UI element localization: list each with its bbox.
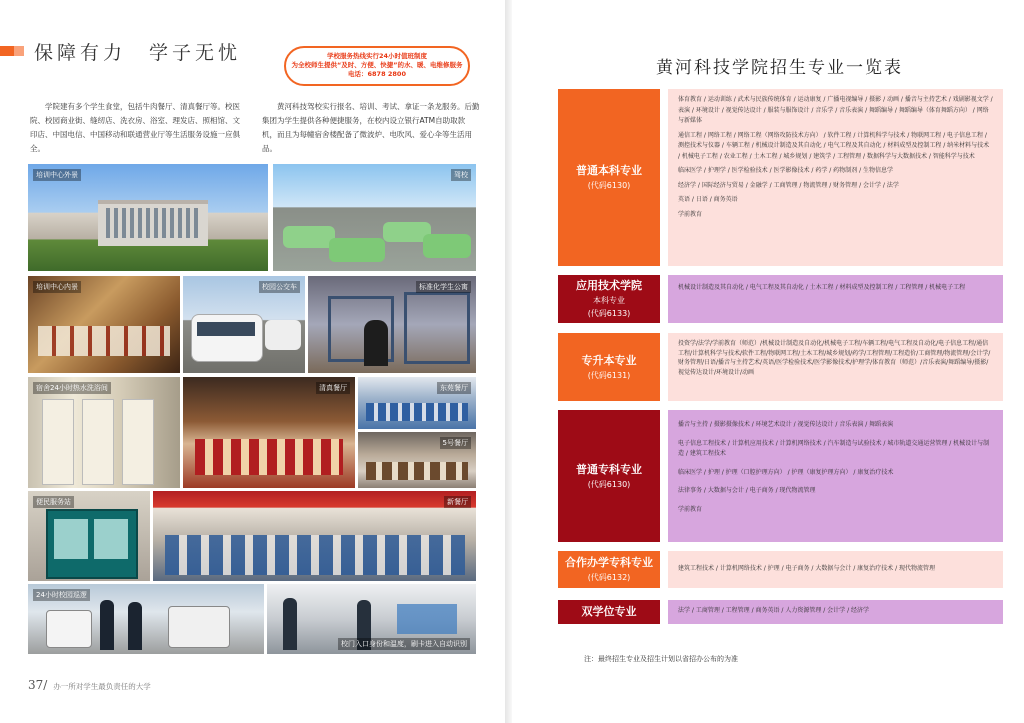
majors-box <box>668 333 1003 401</box>
page-number: 37/ <box>28 678 48 692</box>
category-subtitle: 本科专业 <box>593 296 625 305</box>
majors-row: 建筑工程技术 / 计算机网络技术 / 护理 / 电子商务 / 大数据与会计 / 康复治疗技术 / 现代物流管理 <box>678 565 936 572</box>
header-accent-bar <box>0 46 14 56</box>
majors-row: 学前教育 <box>678 210 703 218</box>
photo-caption: 24小时校园巡逻 <box>33 589 90 601</box>
majors-box <box>668 551 1003 588</box>
hotline-line: 为全校师生提供“及时、方便、快捷”的水、暖、电维修服务 <box>291 61 463 69</box>
footnote: 注：最终招生专业及招生计划以省招办公布的为准 <box>584 655 738 663</box>
cafeteria-5-photo <box>358 432 476 488</box>
hotline-line: 学校服务热线实行24小时值班制度 <box>326 52 428 60</box>
photo-caption: 培训中心外景 <box>33 169 81 181</box>
majors-row: 临床医学 / 护理学 / 医学检验技术 / 医学影像技术 / 药学 / 药物制剂 / 生物信息学 <box>678 167 894 174</box>
laundry-photo <box>28 377 180 488</box>
majors-row: 投资学/法学/学前教育（师范）/机械设计制造及自动化/机械电子工程/车辆工程/电气工程及自动化/电子信息工程/通信工程/计算机科学与技术/软件工程/物联网工程/土木工程/城乡规划/药学/工程管理/工程造价/工商管理/物流管理/会计学/财务管理/日语/播音与主持艺术/英语/医学检验技术/医学影像技术/护理学/体育教育（师范）/音乐表演/舞蹈编导/摄影/视觉传达设计/环境设计/动画 <box>678 340 991 376</box>
category-label <box>558 275 660 323</box>
photo-caption: 清真餐厅 <box>316 382 350 394</box>
shop-photo <box>28 491 150 581</box>
category-title: 合作办学专科专业 <box>565 556 653 569</box>
category-title: 双学位专业 <box>581 605 637 618</box>
majors-row: 机械设计制造及其自动化 / 电气工程及其自动化 / 土木工程 / 材料成型及控制工程 / 工程管理 / 机械电子工程 <box>678 284 966 291</box>
patrol-photo <box>28 584 264 654</box>
majors-row: 临床医学 / 护理 / 护理（口腔护理方向） / 护理（康复护理方向） / 康复治疗技术 <box>678 468 894 476</box>
photo-caption: 便民服务站 <box>33 496 74 508</box>
majors-row: 法律事务 / 大数据与会计 / 电子商务 / 现代物流管理 <box>678 487 816 494</box>
photo-caption: 校门入口身份和温度，刷卡进入自动识别 <box>338 638 470 650</box>
driving-school-photo <box>273 164 476 271</box>
cafeteria-center-photo <box>183 377 355 488</box>
left-page <box>0 0 505 723</box>
hotline-badge <box>284 46 470 86</box>
campus-bus-photo <box>183 276 305 373</box>
majors-row: 英语 / 日语 / 商务英语 <box>678 196 738 203</box>
page-fold <box>505 0 512 723</box>
training-center-photo <box>28 164 268 271</box>
category-code: (代码6133) <box>587 309 631 318</box>
dorm-photo <box>308 276 476 373</box>
majors-row: 电子信息工程技术 / 计算机应用技术 / 计算机网络技术 / 汽车制造与试验技术 / 城市轨道交通运营管理 / 机械设计与制造 / 建筑工程技术 <box>678 439 990 457</box>
header-accent-bar-light <box>14 46 24 56</box>
category-code: (代码6131) <box>587 370 631 380</box>
category-code: (代码6132) <box>587 573 631 582</box>
photo-caption: 东苑餐厅 <box>437 382 471 394</box>
majors-row: 体育教育 / 运动训练 / 武术与民族传统体育 / 运动康复 / 广播电视编导 / 摄影 / 动画 / 播音与主持艺术 / 戏剧影视文学 / 表演 / 环境设计 / 视觉传达设计 / 服装与服饰设计 / 音乐学 / 音乐表演 / 舞蹈编导 / 舞蹈编导（体育舞蹈方向） / 网络与新媒体 <box>678 96 993 124</box>
category-title: 普通专科专业 <box>576 462 642 476</box>
category-code: (代码6130) <box>587 181 631 190</box>
canteen-new-photo <box>153 491 476 581</box>
category-label <box>558 600 660 624</box>
right-page <box>512 0 1024 723</box>
category-title: 专升本专业 <box>581 353 637 367</box>
footer-slogan: 办一所对学生最负责任的大学 <box>53 682 151 691</box>
category-label <box>558 333 660 401</box>
majors-box <box>668 410 1003 542</box>
photo-caption: 标准化学生公寓 <box>416 281 471 293</box>
cafeteria-east-photo <box>358 377 476 429</box>
photo-caption: 校园公交车 <box>259 281 300 293</box>
photo-caption: 新餐厅 <box>444 496 471 508</box>
gate-photo <box>267 584 476 654</box>
category-title: 应用技术学院 <box>576 279 642 292</box>
category-title: 普通本科专业 <box>576 164 642 177</box>
photo-caption: 5号餐厅 <box>440 437 471 449</box>
page-title: 保障有力 学子无忧 <box>34 42 242 64</box>
training-hall-photo <box>28 276 180 373</box>
majors-box <box>668 275 1003 323</box>
majors-row: 法学 / 工商管理 / 工程管理 / 商务英语 / 人力资源管理 / 会计学 / 经济学 <box>678 607 870 614</box>
photo-caption: 驾校 <box>451 169 471 181</box>
category-code: (代码6130) <box>587 479 631 489</box>
intro-paragraph: 学院建有多个学生食堂，包括牛肉餐厅、清真餐厅等。校医院、校园商业街、缝纫店、洗衣房、浴室、理发店、照相馆、文印店、中国电信、中国移动和联通营业厅等生活服务设施一应俱全。 <box>30 102 240 153</box>
majors-box <box>668 89 1003 266</box>
hotline-phone: 电话：6878 2800 <box>348 70 406 78</box>
category-label <box>558 551 660 588</box>
majors-row: 学前教育 <box>678 505 703 513</box>
majors-row: 经济学 / 国际经济与贸易 / 金融学 / 工商管理 / 物流管理 / 财务管理 / 会计学 / 法学 <box>678 181 899 189</box>
majors-title: 黄河科技学院招生专业一览表 <box>656 58 903 78</box>
intro-paragraph: 黄河科技驾校实行报名、培训、考试、拿证一条龙服务。后勤集团为学生提供各种便捷服务，在校内设立银行ATM自助取款机，而且为每幢宿舍楼配备了微波炉、电吹风、爱心伞等生活用品。 <box>262 102 480 153</box>
majors-box <box>668 600 1003 624</box>
category-label <box>558 89 660 266</box>
category-label <box>558 410 660 542</box>
majors-row: 通信工程 / 网络工程 / 网络工程（网络攻防技术方向） / 软件工程 / 计算机科学与技术 / 物联网工程 / 电子信息工程 / 测控技术与仪器 / 车辆工程 / 机械设计制造及其自动化 / 电气工程及其自动化 / 材料成型及控制工程 / 纳米材料与技术 / 机械电子工程 / 农业工程 / 土木工程 / 城乡规划 / 建筑学 / 工程管理 / 数据科学与大数据技术 / 智能科学与技术 <box>678 131 990 160</box>
photo-caption: 宿舍24小时热水洗浴间 <box>33 382 111 394</box>
majors-row: 播音与主持 / 摄影摄像技术 / 环境艺术设计 / 视觉传达设计 / 音乐表演 / 舞蹈表演 <box>678 421 894 428</box>
page-footer <box>28 678 151 692</box>
photo-caption: 培训中心内景 <box>33 281 81 293</box>
